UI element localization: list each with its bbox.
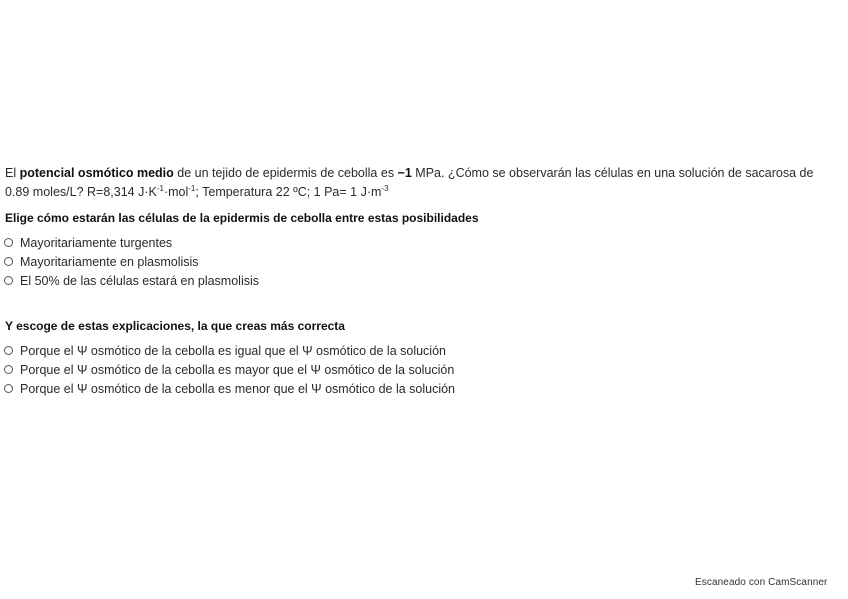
section1-title: Elige cómo estarán las células de la epidermis de cebolla entre estas posibilidades xyxy=(5,211,479,225)
section2-options xyxy=(4,341,455,398)
question-sup-3: -3 xyxy=(381,183,389,193)
question-part-1: El xyxy=(5,166,20,180)
option-label: Porque el Ψ osmótico de la cebolla es mayor que el Ψ osmótico de la solución xyxy=(20,362,455,377)
radio-button[interactable] xyxy=(4,384,13,393)
question-bold-term: potencial osmótico medio xyxy=(19,166,174,180)
question-sup-1: -1 xyxy=(156,183,164,193)
camscanner-watermark: Escaneado con CamScanner xyxy=(695,577,828,588)
radio-button[interactable] xyxy=(4,257,13,266)
section2-option-mayor[interactable] xyxy=(4,360,455,379)
section1-option-turgentes[interactable] xyxy=(4,233,259,252)
radio-button[interactable] xyxy=(4,365,13,374)
section1-option-50-percent[interactable] xyxy=(4,271,259,290)
radio-button[interactable] xyxy=(4,346,13,355)
option-label: El 50% de las células estará en plasmolisis xyxy=(20,273,260,288)
question-sup-2: -1 xyxy=(188,183,196,193)
section2-title: Y escoge de estas explicaciones, la que creas más correcta xyxy=(5,319,345,333)
question-part-4: ·mol xyxy=(163,185,189,199)
question-text xyxy=(5,164,841,202)
option-label: Porque el Ψ osmótico de la cebolla es menor que el Ψ osmótico de la solución xyxy=(20,381,456,396)
option-label: Mayoritariamente en plasmolisis xyxy=(20,254,199,269)
question-part-2: de un tejido de epidermis de cebolla es xyxy=(173,166,398,180)
section2-option-menor[interactable] xyxy=(4,379,455,398)
question-part-3: MPa. ¿Cómo se observarán las células en una solución de sacarosa de 0.89 moles/L? R=8,314 J·K xyxy=(5,166,814,199)
question-bold-value: −1 xyxy=(397,166,412,180)
radio-button[interactable] xyxy=(4,238,13,247)
section1-option-plasmolisis[interactable] xyxy=(4,252,259,271)
option-label: Porque el Ψ osmótico de la cebolla es igual que el Ψ osmótico de la solución xyxy=(20,343,446,358)
question-part-5: ; Temperatura 22 ºC; 1 Pa= 1 J·m xyxy=(195,185,382,199)
option-label: Mayoritariamente turgentes xyxy=(20,235,173,250)
section1-options xyxy=(4,233,259,290)
section2-option-igual[interactable] xyxy=(4,341,455,360)
radio-button[interactable] xyxy=(4,276,13,285)
